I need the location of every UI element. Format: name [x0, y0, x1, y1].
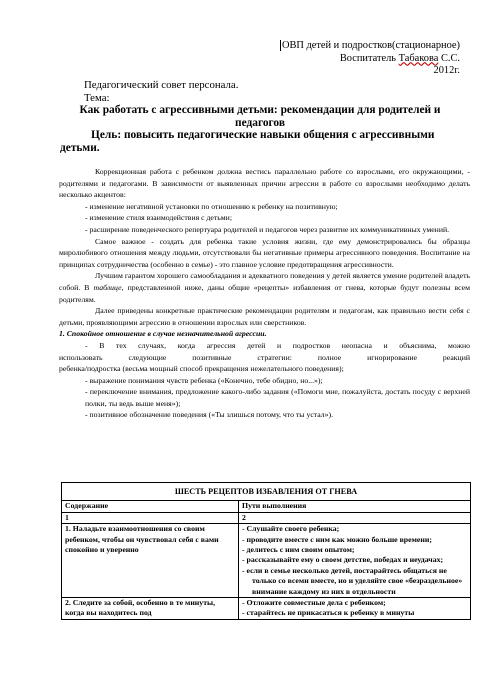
header-author-name: Табакова	[398, 52, 439, 64]
bullet-item: - изменение негативной установки по отношению к ребенку на позитивную;	[85, 201, 338, 211]
table-number-row	[62, 512, 471, 523]
recipe-content: 1. Наладьте взаимоотношения со своим ребенком, чтобы он чувствовал себя с вами спокойно и уверенно	[62, 524, 239, 598]
way-item: - рассказывайте ему о своем детстве, победах и неудачах;	[242, 555, 444, 565]
recipe-content: 2. Следите за собой, особенно в те минуты, когда вы находитесь под	[62, 598, 239, 620]
column-number: 1	[62, 512, 239, 523]
anger-recipes-table	[61, 482, 471, 620]
recipe-ways	[239, 524, 471, 598]
topic-label: Тема:	[84, 92, 110, 104]
header-year: 2012г.	[433, 65, 460, 76]
bullet-item: - изменение стиля взаимодействия с детьми;	[85, 213, 232, 223]
header-department-text: ОВП детей и подростков(стационарное)	[281, 40, 460, 51]
paragraph-text: Лучшим гарантом хорошего самообладания и адекватного поведения у детей является умение родителей владеть собой. В	[59, 271, 470, 292]
paragraph-intro: Коррекционная работа с ребенком должна вестись параллельно работе со взрослыми, его окружающими, - родителями и педагогами. В зависимости от выявленных причин агрессии в работе со взрослыми необходимо делать несколько акцентов:	[59, 167, 470, 200]
bullet-item-continued: ребенка/подростка (весьма мощный способ прекращения нежелательного поведения);	[59, 364, 344, 374]
way-item: - Слушайте своего ребенка;	[242, 524, 340, 534]
document-header	[280, 40, 460, 78]
paragraph-text: , представленной ниже, даны общие «рецепты» избавления от гнева, которые будут полезны всем родителям.	[59, 282, 470, 304]
paragraph-conditions: Самое важное - создать для ребенка такие условия жизни, где ему демонстрировались бы образцы миролюбивого отношения между людьми, отсутствовали бы негативные примеры агрессивного поведения. Воспитание на принципах сотрудничества (особенно в семье) - это главное условие предотвращения агрессивности.	[59, 236, 470, 269]
table-title-row	[62, 483, 471, 501]
column-header-content: Содержание	[62, 501, 239, 512]
way-item: - проводите вместе с ним как можно больше времени;	[242, 534, 432, 544]
recipe-ways	[239, 598, 471, 620]
column-header-ways: Пути выполнения	[239, 501, 471, 512]
way-item: - Отложите совместные дела с ребенком;	[242, 598, 386, 608]
way-item: - делитесь с ним своим опытом;	[242, 545, 355, 555]
table-reference: таблице	[93, 282, 122, 292]
bullet-item: - позитивное обозначение поведения («Ты злишься потому, что ты устал»).	[85, 410, 334, 420]
bullet-item: - расширение поведенческого репертуара родителей и педагогов через развитие их коммуникативных умений.	[85, 224, 450, 234]
bullet-item: - В тех случаях, когда агрессия детей и подростков неопасна и объяснима, можно	[85, 340, 470, 350]
document-title: Как работать с агрессивными детьми: рекомендации для родителей и педагогов	[79, 104, 441, 129]
bullet-item-continued: использовать следующие позитивные стратегии: полное игнорирование реакций	[59, 352, 470, 362]
header-department	[280, 40, 460, 53]
paragraph-self-control	[59, 270, 470, 305]
bullet-item: - переключение внимания, предложение какого-либо задания («Помоги мне, пожалуйста, достать посуду с верхней полки, ты ведь выше меня»);	[85, 387, 470, 408]
column-number: 2	[239, 512, 471, 523]
document-goal: Цель: повысить педагогические навыки общения с агрессивными детьми.	[60, 129, 435, 154]
council-line: Педагогический совет персонала.	[84, 79, 239, 91]
section-heading: 1. Спокойное отношение в случае незначительной агрессии.	[59, 329, 267, 339]
table-row	[62, 524, 471, 598]
header-author	[280, 53, 460, 66]
way-item: - если в семье несколько детей, постарайтесь общаться не только со всеми вместе, но и уделяйте свое «безраздельное» внимание каждому из них в отдельности	[242, 565, 463, 596]
paragraph-recommendations: Далее приведены конкретные практические рекомендации родителям и педагогам, как правильно вести себя с детьми, проявляющими агрессию в отношении взрослых или сверстников.	[59, 306, 470, 327]
header-author-initials: С.С.	[438, 52, 460, 64]
table-title: ШЕСТЬ РЕЦЕПТОВ ИЗБАВЛЕНИЯ ОТ ГНЕВА	[62, 483, 471, 501]
table-header-row	[62, 501, 471, 512]
body-text	[59, 166, 470, 421]
table-row	[62, 598, 471, 620]
bullet-item: - выражение понимания чувств ребенка («Конечно, тебе обидно, но...»);	[85, 375, 323, 385]
way-item: - старайтесь не прикасаться к ребенку в минуты	[242, 608, 415, 618]
header-author-role: Воспитатель	[339, 52, 399, 64]
